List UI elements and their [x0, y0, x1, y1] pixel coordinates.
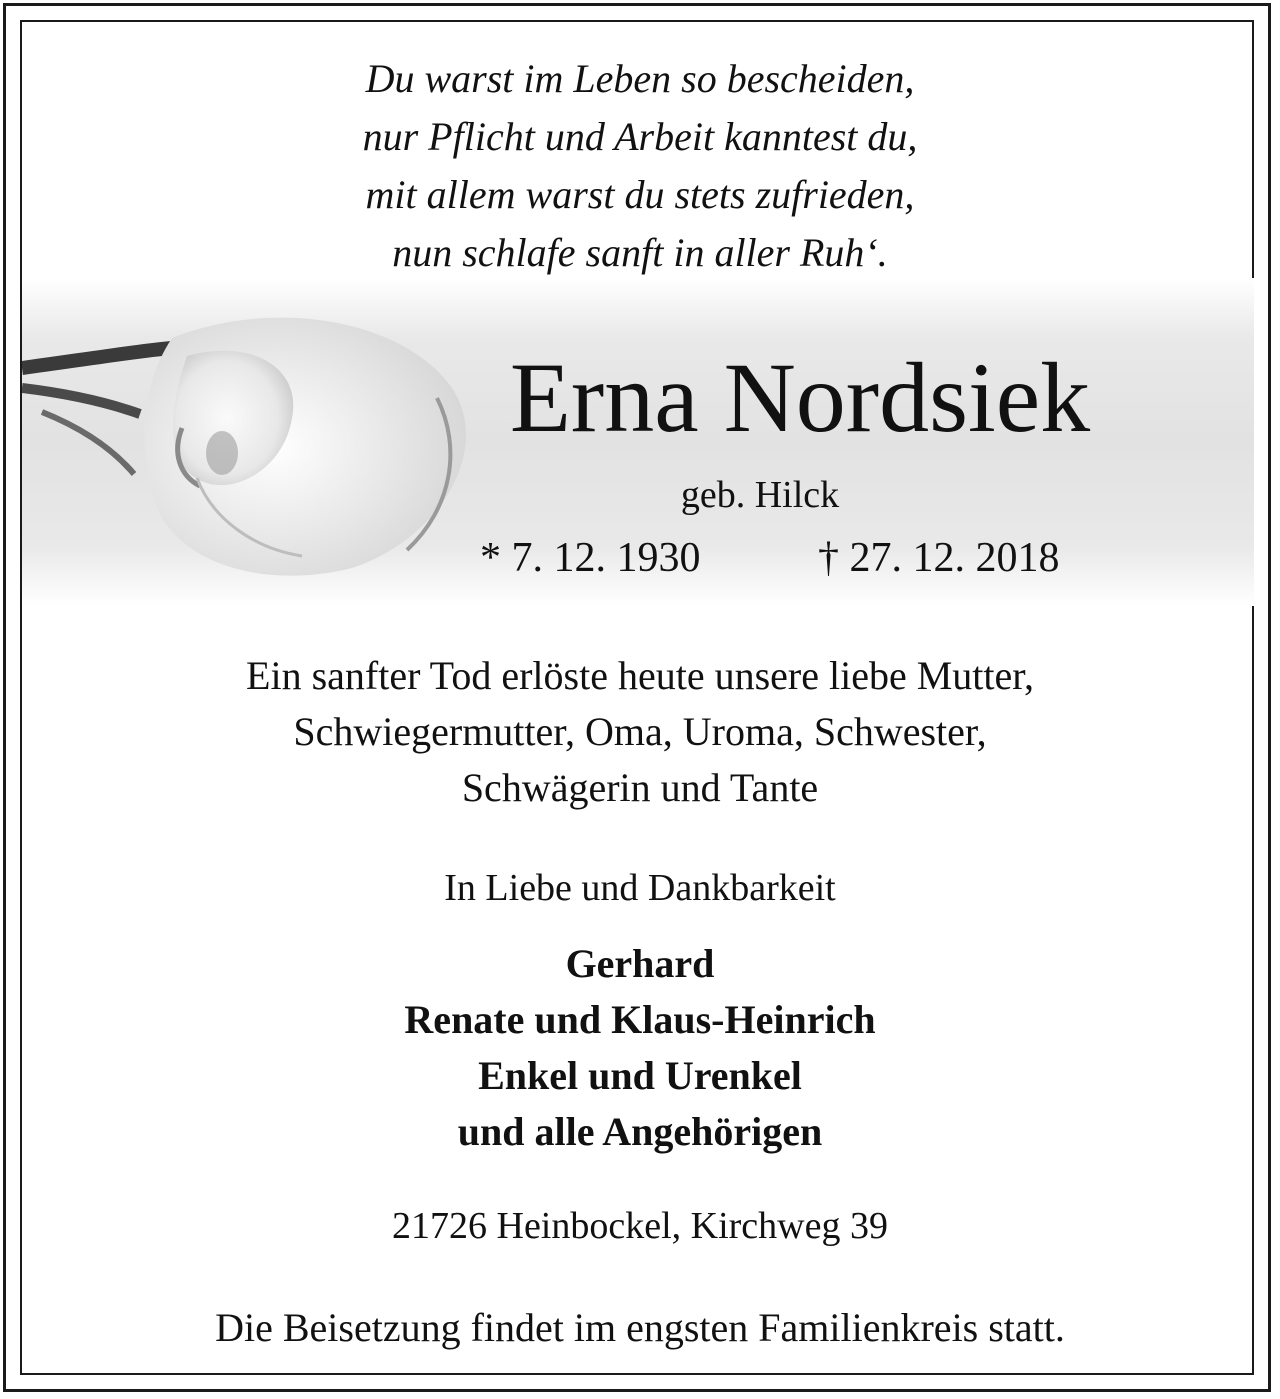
address: 21726 Heinbockel, Kirchweg 39 [392, 1205, 888, 1247]
announcement-line: Ein sanfter Tod erlöste heute unsere liebe Mutter, [246, 653, 1034, 698]
mourner-line: Enkel und Urenkel [478, 1053, 802, 1098]
maiden-name: geb. Hilck [680, 474, 840, 516]
death-date: † 27. 12. 2018 [818, 535, 1060, 581]
mourner-line: Renate und Klaus-Heinrich [404, 997, 876, 1042]
poem [0, 50, 1280, 282]
announcement-line: Schwiegermutter, Oma, Uroma, Schwester, [293, 709, 987, 754]
funeral-note: Die Beisetzung findet im engsten Familienkreis statt. [215, 1305, 1065, 1350]
closing-phrase: In Liebe und Dankbarkeit [444, 867, 836, 909]
poem-line: mit allem warst du stets zufrieden, [365, 172, 915, 217]
mourner-line: Gerhard [565, 941, 715, 986]
birth-date: * 7. 12. 1930 [480, 535, 701, 581]
mourner-line: und alle Angehörigen [457, 1109, 823, 1154]
poem-line: Du warst im Leben so bescheiden, [365, 56, 915, 101]
announcement-text [0, 648, 1280, 816]
deceased-name: Erna Nordsiek [509, 342, 1091, 453]
announcement-line: Schwägerin und Tante [461, 765, 819, 810]
poem-line: nun schlafe sanft in aller Ruh‘. [392, 230, 888, 275]
poem-line: nur Pflicht und Arbeit kanntest du, [362, 114, 918, 159]
mourners-list [0, 936, 1280, 1160]
